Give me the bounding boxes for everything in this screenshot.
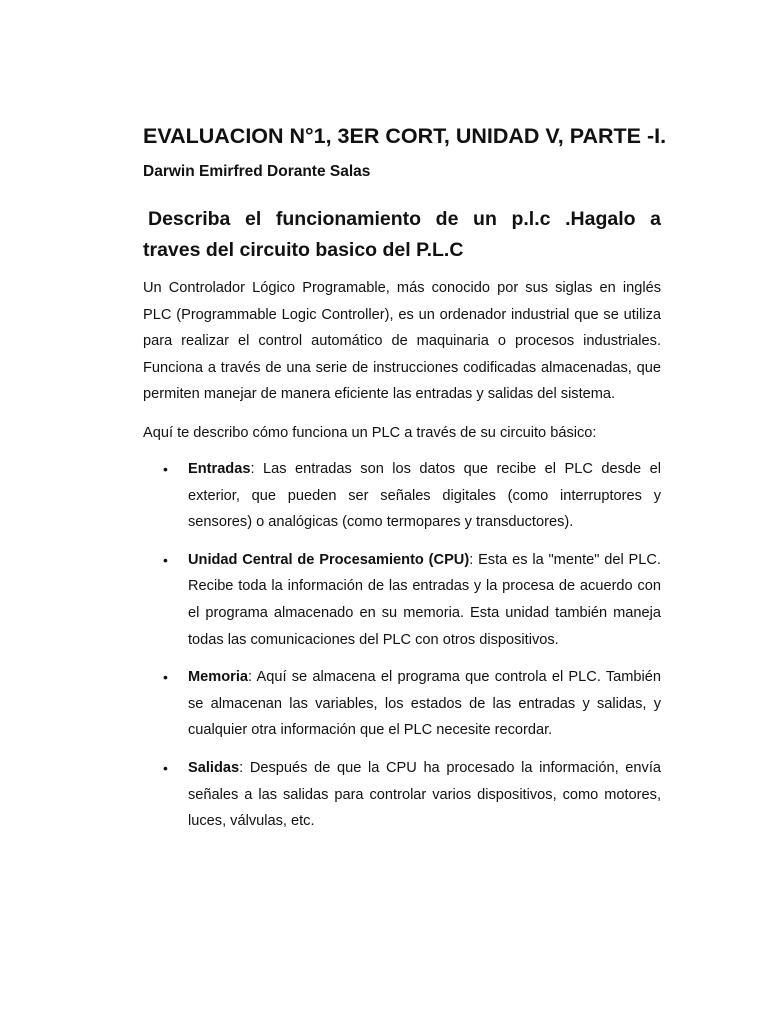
list-item [143, 755, 661, 835]
bullet-icon: • [163, 461, 168, 477]
list-item-text: : Después de que la CPU ha procesado la información, envía señales a las salidas para controlar varios dispositivos, como motores, luces, válvulas, etc. [188, 759, 661, 830]
author-name: Darwin Emirfred Dorante Salas [143, 163, 371, 180]
bullet-icon: • [163, 669, 168, 686]
bullet-icon: • [163, 551, 168, 568]
lead-paragraph: Aquí te describo cómo funciona un PLC a través de su circuito básico: [143, 425, 597, 441]
question-line-1: Describa el funcionamiento de un p.l.c .Hagalo a [148, 208, 661, 230]
list-item-text: : Aquí se almacena el programa que controla el PLC. También se almacenan las variables, los estados de las entradas y salidas, y cualquier otra información que el PLC necesite recordar. [188, 669, 661, 739]
list-item-term: Unidad Central de Procesamiento (CPU) [188, 551, 470, 568]
list-item-text: : Las entradas son los datos que recibe el PLC desde el exterior, que pueden ser señales digitales (como interruptores y sensores) o analógicas (como termopares y transductores). [188, 461, 661, 531]
list-item [143, 547, 661, 653]
intro-paragraph: Un Controlador Lógico Programable, más conocido por sus siglas en inglés PLC (Programmable Logic Controller), es un ordenador industrial que se utiliza para realizar el control automático de maquinaria o procesos industriales. Funciona a través de una serie de instrucciones codificadas almacenadas, que permiten manejar de manera eficiente las entradas y salidas del sistema. [143, 280, 661, 403]
list-item-term: Entradas [188, 461, 251, 477]
question-heading [143, 204, 661, 266]
question-line-2: traves del circuito basico del P.L.C [143, 239, 464, 261]
list-item-term: Memoria [188, 669, 249, 686]
list-item [143, 456, 661, 536]
list-item [143, 664, 661, 744]
list-item-text: : Esta es la "mente" del PLC. Recibe toda la información de las entradas y la procesa de acuerdo con el programa almacenado en su memoria. Esta unidad también maneja todas las comunicaciones del PLC con otros dispositivos. [188, 551, 661, 648]
document-title: EVALUACION N°1, 3ER CORT, UNIDAD V, PARTE -I. [143, 124, 667, 148]
list-item-term: Salidas [188, 759, 240, 776]
component-list [143, 456, 661, 846]
bullet-icon: • [163, 759, 168, 776]
